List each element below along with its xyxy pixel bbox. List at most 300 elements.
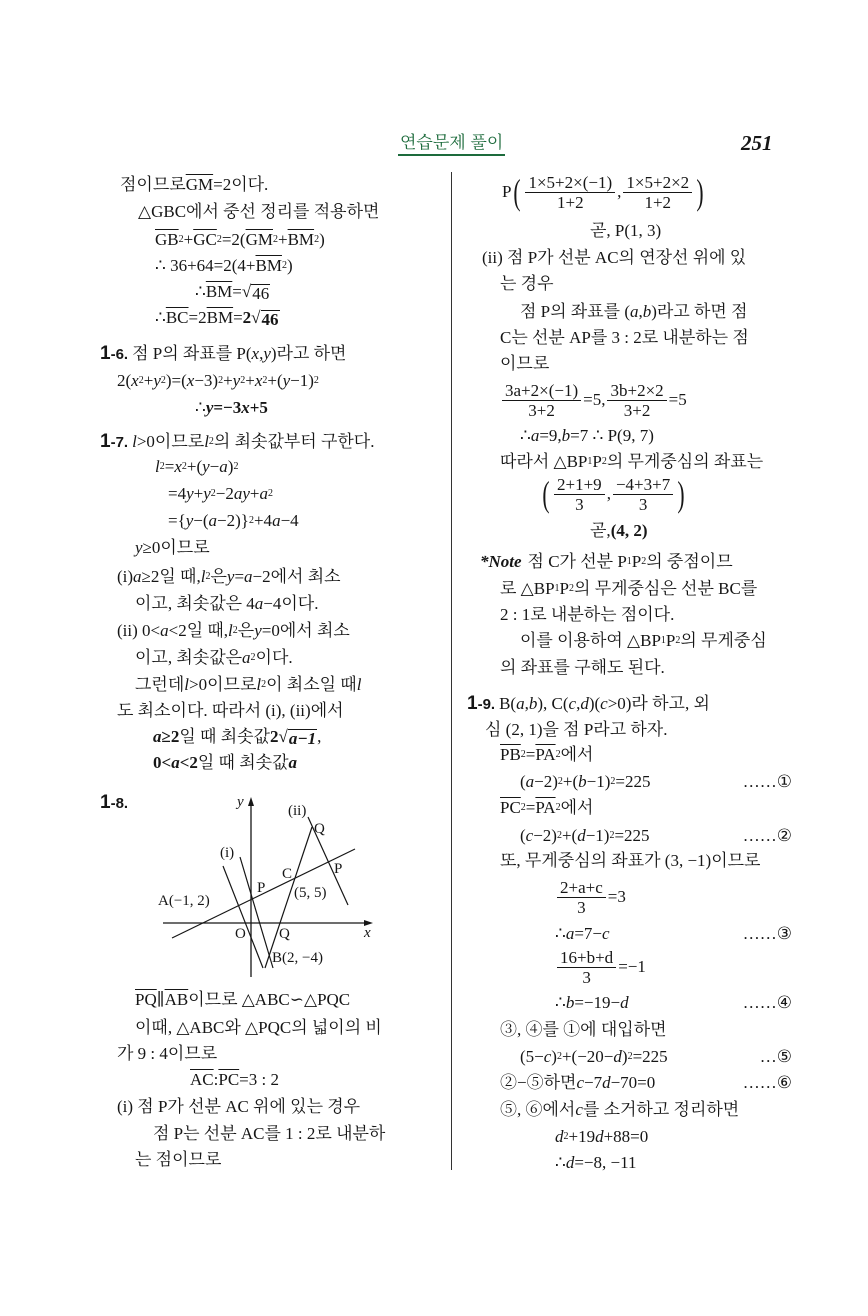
text-line: *Note 점 C가 선분 P 1 P 2 의 중점이므 (480, 552, 733, 571)
math-variable: d (602, 1073, 611, 1092)
text: +( (267, 371, 283, 390)
text: 의 중점이므 (646, 552, 733, 571)
text-line: ={ y −( a −2)} 2 +4 a −4 (168, 511, 299, 530)
text: 의 최솟값부터 구한다. (213, 432, 375, 451)
overline-segment: $\overline{BM}$ (206, 308, 234, 327)
text: −2) (534, 772, 558, 791)
point-P2-label: P (334, 861, 343, 877)
text: + (245, 371, 255, 390)
text: , (617, 182, 622, 201)
equation-marker: …⑤ (759, 1047, 792, 1066)
overline-segment: $\overline{PQ}$ (135, 990, 157, 1009)
math-variable: d (613, 1047, 622, 1066)
bold-text: (4, 2) (610, 521, 648, 540)
big-parenthesis: ) (677, 474, 685, 514)
text-line: 2( x 2 + y 2 )=( x −3) 2 + y 2 + x 2 +( y −1) 2 (117, 371, 319, 390)
text: =2이다. (213, 175, 269, 194)
text: −2)} (217, 511, 249, 530)
math-variable: d (620, 993, 629, 1012)
math-variable: x (186, 371, 195, 390)
math-variable: y (135, 538, 143, 557)
text: , (259, 344, 264, 363)
text: 를 소거하고 정리하면 (582, 1100, 740, 1119)
text: −4 (280, 511, 299, 530)
math-variable: x (254, 371, 263, 390)
text: 이다. (255, 648, 293, 667)
text: =5 (668, 390, 687, 409)
text: <2일 때, (168, 621, 229, 640)
text: 점 C가 선분 P (527, 552, 627, 571)
math-variable: a (525, 772, 535, 791)
fraction-numerator: 3a+2×(−1) (502, 381, 581, 401)
text: ) (227, 457, 234, 476)
bold-text: =−3 (213, 398, 242, 417)
text-line: l 2 = x 2 +( y − a ) 2 (155, 457, 239, 476)
text: ∥ (156, 990, 165, 1009)
text-line: $\overline{PB}$ 2 = $\overline{PA}$ 2 에서 (500, 745, 594, 764)
overline-segment: $\overline{BC}$ (165, 308, 189, 327)
overline-segment: $\overline{AB}$ (164, 990, 189, 1009)
equation-marker: ……③ (742, 924, 792, 943)
text-line: 로 △BP 1 P 2 의 무게중심은 선분 BC를 (500, 579, 758, 598)
text: −2 (215, 484, 234, 503)
text: , (606, 484, 611, 503)
fraction-numerator: 16+b+d (557, 948, 616, 968)
fraction-numerator: 1×5+2×2 (623, 173, 692, 193)
radicand: 46 (252, 284, 270, 303)
text: ∴ (195, 398, 206, 417)
overline-segment: $\overline{PA}$ (535, 745, 556, 764)
text: 는 경우 (500, 274, 554, 293)
bold-math-variable: x (241, 398, 250, 417)
radicand: 46 (261, 310, 279, 329)
text: 점 P의 좌표를 P( (132, 344, 252, 363)
text: −4이다. (263, 594, 319, 613)
text: ( (520, 826, 526, 845)
x-axis-label: x (364, 925, 371, 941)
problem-number-main: 1 (100, 791, 111, 813)
text: 심 (2, 1)을 점 P라고 하자. (485, 720, 668, 739)
math-variable: a (629, 302, 639, 321)
text: P (502, 182, 512, 201)
radicand: a−1 (288, 729, 317, 748)
math-variable: y (203, 484, 211, 503)
point-Q1-label: Q (279, 926, 290, 942)
text: ) (286, 256, 293, 275)
text-line: (ii) 0< a <2일 때, l 2 은 y =0에서 최소 (117, 621, 350, 640)
fraction-denominator: 1+2 (557, 192, 584, 212)
text: , (576, 694, 581, 713)
text: (i) 점 P가 선분 AC 위에 있는 경우 (117, 1097, 361, 1116)
text: +( (186, 457, 203, 476)
problem-number-sub: -7. (110, 433, 129, 451)
math-variable: a (516, 694, 525, 713)
text: 2 : 1로 내분하는 점이다. (500, 605, 675, 624)
text-line: $\overline{GB}$ 2 + $\overline{GC}$ 2 =2( $\overline{GM}$ 2 + $\overline{BM}$ 2 ) (155, 230, 325, 249)
text: 이 최소일 때 (266, 675, 357, 694)
text: , (317, 727, 322, 746)
fraction-denominator: 3 (638, 494, 648, 514)
text: −1) (586, 772, 611, 791)
text: = (525, 798, 536, 817)
text-line: $\overline{PC}$ 2 = $\overline{PA}$ 2 에서 (500, 798, 594, 817)
fraction-denominator: 3+2 (623, 400, 651, 420)
fraction-denominator: 3 (575, 494, 584, 514)
text: P (559, 579, 570, 598)
text: ≥0이므로 (142, 538, 210, 557)
text: 에서 (560, 745, 594, 764)
point-Q2-label: Q (314, 821, 325, 837)
radical-sign-icon: √ (241, 282, 252, 301)
text: =−8, −11 (574, 1153, 637, 1172)
math-variable: d (565, 1153, 575, 1172)
problem-number-main: 1 (467, 692, 478, 714)
text: ∴ (555, 1153, 566, 1172)
text: + (193, 484, 204, 503)
text: ≥2일 때, (141, 567, 201, 586)
text: 점 P는 선분 AC를 1 : 2로 내분하 (153, 1124, 386, 1143)
text: ⑤, ⑥에서 (500, 1100, 576, 1119)
text: 이를 이용하여 △BP (520, 631, 661, 650)
text: 도 최소이다. 따라서 (i), (ii)에서 (117, 701, 344, 720)
math-variable: l (228, 621, 233, 640)
text: (i) (117, 567, 134, 586)
math-variable: x (131, 371, 139, 390)
point-C-coord: (5, 5) (294, 885, 327, 901)
text-line: ( c −2) 2 +( d −1) 2 =225 ……② (520, 826, 792, 845)
radical-sign-icon: √ (251, 308, 261, 327)
math-variable: y (232, 371, 241, 390)
overline-segment: $\overline{BM}$ (287, 230, 315, 249)
fraction-denominator: 3+2 (528, 400, 555, 420)
text: 점이므로 (120, 175, 186, 194)
text: −( (193, 511, 209, 530)
text: 로 △BP (500, 579, 555, 598)
text: 점 P의 좌표를 ( (520, 302, 630, 321)
math-variable: x (251, 344, 260, 363)
math-variable: y (185, 511, 194, 530)
text: ={ (168, 511, 186, 530)
math-variable: y (282, 371, 291, 390)
problem-number-sub: -6. (110, 345, 129, 363)
equation-marker: ……① (742, 772, 792, 791)
text: 의 무게중심은 선분 BC를 (574, 579, 758, 598)
text: 따라서 △BP (500, 452, 588, 471)
overline-segment: $\overline{BM}$ (255, 256, 282, 275)
math-variable: l (204, 432, 209, 451)
fraction-numerator: 1×5+2×(−1) (525, 173, 615, 193)
text: 의 좌표를 구해도 된다. (500, 658, 665, 677)
math-variable: y (186, 484, 194, 503)
text: C는 선분 AP를 3 : 2로 내분하는 점 (500, 328, 749, 347)
text: 이므로 △ABC∽△PQC (188, 990, 351, 1009)
bold-text: +5 (249, 398, 268, 417)
text: )라고 하면 점 (651, 302, 748, 321)
text: =3 (607, 887, 626, 906)
radical-sign-icon: √ (278, 727, 288, 746)
text: >0이므로 (136, 432, 205, 451)
text: 의 무게중심의 좌표는 (606, 452, 764, 471)
text: 곧, P(1, 3) (590, 221, 662, 240)
bold-text: 0< (153, 753, 172, 772)
math-variable: a (272, 511, 281, 530)
point-B-label: B(2, −4) (272, 950, 323, 966)
text: =225 (632, 1047, 668, 1066)
text-line: (i) a ≥2일 때, l 2 은 y = a −2에서 최소 (117, 567, 341, 586)
text: + (143, 371, 154, 390)
text: (ii) 0< (117, 621, 161, 640)
overline-segment: $\overline{GM}$ (185, 175, 214, 194)
point-C-label: C (282, 866, 293, 882)
big-parenthesis: ( (513, 172, 522, 212)
text: ) (621, 1047, 628, 1066)
text: =2 (188, 308, 207, 327)
equation-marker: ……② (742, 826, 792, 845)
math-variable: b (565, 993, 575, 1012)
math-variable: b (578, 772, 587, 791)
math-variable: a (565, 924, 575, 943)
text: =0에서 최소 (261, 621, 350, 640)
text: , (524, 694, 529, 713)
math-variable: c (568, 694, 577, 713)
fraction-numerator: 2+1+9 (554, 475, 605, 495)
text: ) (551, 1047, 557, 1066)
big-parenthesis: ( (542, 474, 550, 514)
text: +( (562, 772, 579, 791)
text-line: d 2 +19 d +88=0 (555, 1127, 649, 1146)
math-variable: x (174, 457, 182, 476)
text: P (631, 552, 642, 571)
text: +88=0 (603, 1127, 649, 1146)
text: +19 (568, 1127, 596, 1146)
math-variable: l (184, 675, 190, 694)
text: ), C( (537, 694, 569, 713)
text: = (525, 745, 536, 764)
math-variable: c (600, 694, 608, 713)
bold-math-variable: a (288, 753, 297, 772)
text: : (213, 1070, 219, 1089)
text: = (234, 567, 245, 586)
text: =225 (615, 772, 651, 791)
text: ∴ (155, 308, 166, 327)
problem-number-main: 1 (100, 430, 111, 452)
text: 일 때 최솟값 (179, 727, 270, 746)
text: + (183, 230, 194, 249)
note-label: *Note (480, 552, 522, 571)
math-variable: d (595, 1127, 604, 1146)
fraction-denominator: 3 (577, 897, 586, 917)
case-i-label: (i) (220, 845, 235, 861)
math-variable: ay (233, 484, 250, 503)
text: , (638, 302, 643, 321)
math-variable: c (576, 1073, 584, 1092)
point-A-label: A(−1, 2) (158, 893, 210, 909)
text: =7 ∴ P(9, 7) (570, 426, 654, 445)
text-line: 1-7. l >0이므로 l 2 의 최솟값부터 구한다. (100, 430, 375, 452)
math-variable: y (263, 344, 271, 363)
problem-number-sub: -8. (110, 794, 129, 812)
text: )=( (165, 371, 187, 390)
overline-segment: $\overline{GM}$ (245, 230, 273, 249)
text-line: ∴ 36+64=2(4+ $\overline{BM}$ 2 ) (155, 256, 293, 275)
text: 의 무게중심 (680, 631, 767, 650)
math-variable: b (642, 302, 652, 321)
math-variable: a (219, 457, 228, 476)
math-variable: a (242, 648, 251, 667)
overline-segment: $\overline{GC}$ (193, 230, 217, 249)
overline-segment: $\overline{AC}$ (190, 1070, 214, 1089)
equation-marker: ……⑥ (742, 1073, 792, 1092)
text: + (223, 371, 233, 390)
fraction-denominator: 3 (582, 967, 591, 987)
text: 일 때 최솟값 (197, 753, 289, 772)
y-axis-label: y (237, 794, 244, 810)
origin-label: O (235, 926, 246, 942)
text: P (592, 452, 602, 471)
text: =225 (614, 826, 650, 845)
text: (ii) 점 P가 선분 AC의 연장선 위에 있 (482, 248, 747, 267)
text: =−19− (574, 993, 621, 1012)
math-variable: c (602, 924, 610, 943)
text: =3 : 2 (239, 1070, 279, 1089)
bold-math-variable: y (205, 398, 214, 417)
math-variable: a (208, 511, 218, 530)
text: +( (561, 826, 578, 845)
fraction-denominator: 1+2 (644, 192, 672, 212)
math-variable: d (577, 826, 586, 845)
text: 2( (117, 371, 132, 390)
math-variable: l (155, 457, 160, 476)
text: ∴ (555, 993, 566, 1012)
text: 이고, 최솟값은 (135, 648, 243, 667)
math-variable: a (259, 484, 269, 503)
text: 가 9 : 4이므로 (117, 1044, 218, 1063)
text-line: ( a −2) 2 +( b −1) 2 =225 ……① (520, 772, 792, 791)
overline-segment: $\overline{PC}$ (218, 1070, 240, 1089)
bold-text: 2 (269, 727, 279, 746)
text: =5, (583, 390, 606, 409)
text: ∴ (195, 282, 206, 301)
text-line: =4 y + y 2 −2 ay + a 2 (168, 484, 274, 503)
text: P (665, 631, 676, 650)
text-line: 따라서 △BP 1 P 2 의 무게중심의 좌표는 (500, 452, 764, 471)
math-variable: b (528, 694, 538, 713)
math-variable: l (256, 675, 262, 694)
math-variable: l (132, 432, 137, 451)
section-title: 연습문제 풀이 (398, 133, 505, 156)
math-variable: c (543, 1047, 552, 1066)
text: >0이므로 (189, 675, 257, 694)
math-variable: y (202, 457, 210, 476)
math-variable: y (153, 371, 161, 390)
text: 에서 (560, 798, 594, 817)
text: −70=0 (610, 1073, 656, 1092)
text: △GBC에서 중선 정리를 적용하면 (138, 202, 380, 221)
fraction-numerator: 3b+2×2 (607, 381, 666, 401)
math-variable: b (561, 426, 571, 445)
math-variable: a (133, 567, 142, 586)
math-variable: d (580, 694, 589, 713)
overline-segment: $\overline{PC}$ (500, 798, 521, 817)
problem-number-sub: -9. (477, 695, 496, 713)
text: +(−20− (561, 1047, 614, 1066)
bold-math-variable: a (153, 727, 162, 746)
text: −7 (583, 1073, 603, 1092)
math-variable: c (575, 1100, 583, 1119)
math-variable: a (244, 567, 253, 586)
text: ②−⑤하면 (500, 1073, 577, 1092)
text: −1) (290, 371, 314, 390)
math-variable: y (226, 567, 235, 586)
text: − (209, 457, 220, 476)
text: =7− (574, 924, 603, 943)
text: −2) (533, 826, 557, 845)
text: = (232, 282, 242, 301)
text: 은 (210, 567, 227, 586)
page-number: 251 (741, 131, 773, 155)
text: )라고 하면 (270, 344, 347, 363)
text: ∴ (555, 924, 566, 943)
text: =9, (539, 426, 562, 445)
math-variable: a (530, 426, 540, 445)
text: ( (520, 772, 526, 791)
text: = (164, 457, 175, 476)
text: ③, ④를 ①에 대입하면 (500, 1020, 667, 1039)
text: 은 (237, 621, 255, 640)
big-parenthesis: ) (696, 172, 704, 212)
fraction-numerator: −4+3+7 (613, 475, 673, 495)
math-variable: a (160, 621, 169, 640)
text: ) (319, 230, 325, 249)
text: = (233, 308, 243, 327)
overline-segment: $\overline{PA}$ (535, 798, 556, 817)
text: >0)라 하고, 외 (607, 694, 710, 713)
text: ∴ 36+64=2(4+ (155, 256, 256, 275)
text: 이고, 최솟값은 4 (135, 594, 255, 613)
text-line: 이를 이용하여 △BP 1 P 2 의 무게중심 (520, 631, 767, 650)
text: B( (499, 694, 517, 713)
fraction-numerator: 2+a+c (557, 878, 606, 898)
text: 또, 무게중심의 좌표가 (3, −1)이므로 (500, 851, 761, 870)
text-line: 그런데 l >0이므로 l 2 이 최소일 때 l (135, 675, 362, 694)
bold-text: ≥2 (161, 727, 180, 746)
text: 는 점이므로 (135, 1150, 222, 1169)
case-ii-label: (ii) (288, 803, 307, 819)
text: −3) (194, 371, 219, 390)
text: ∴ (520, 426, 531, 445)
math-variable: l (200, 567, 206, 586)
text: =2( (221, 230, 246, 249)
bold-math-variable: a (171, 753, 180, 772)
overline-segment: $\overline{BM}$ (205, 282, 233, 301)
text: =−1 (618, 957, 646, 976)
text: =4 (168, 484, 187, 503)
y-axis-arrow-icon (248, 797, 254, 806)
text: + (278, 230, 288, 249)
equation-marker: ……④ (742, 993, 792, 1012)
text-line: 이고, 최솟값은 a 2 이다. (135, 648, 293, 667)
point-P1-label: P (257, 880, 266, 896)
bold-text: <2 (179, 753, 198, 772)
text: 이때, △ABC와 △PQC의 넓이의 비 (135, 1018, 382, 1037)
text: + (249, 484, 260, 503)
text: 이므로 (500, 354, 550, 373)
text: )( (588, 694, 601, 713)
math-variable: d (555, 1127, 564, 1146)
math-variable: c (525, 826, 534, 845)
text: 그런데 (135, 675, 185, 694)
overline-segment: $\overline{PB}$ (500, 745, 521, 764)
